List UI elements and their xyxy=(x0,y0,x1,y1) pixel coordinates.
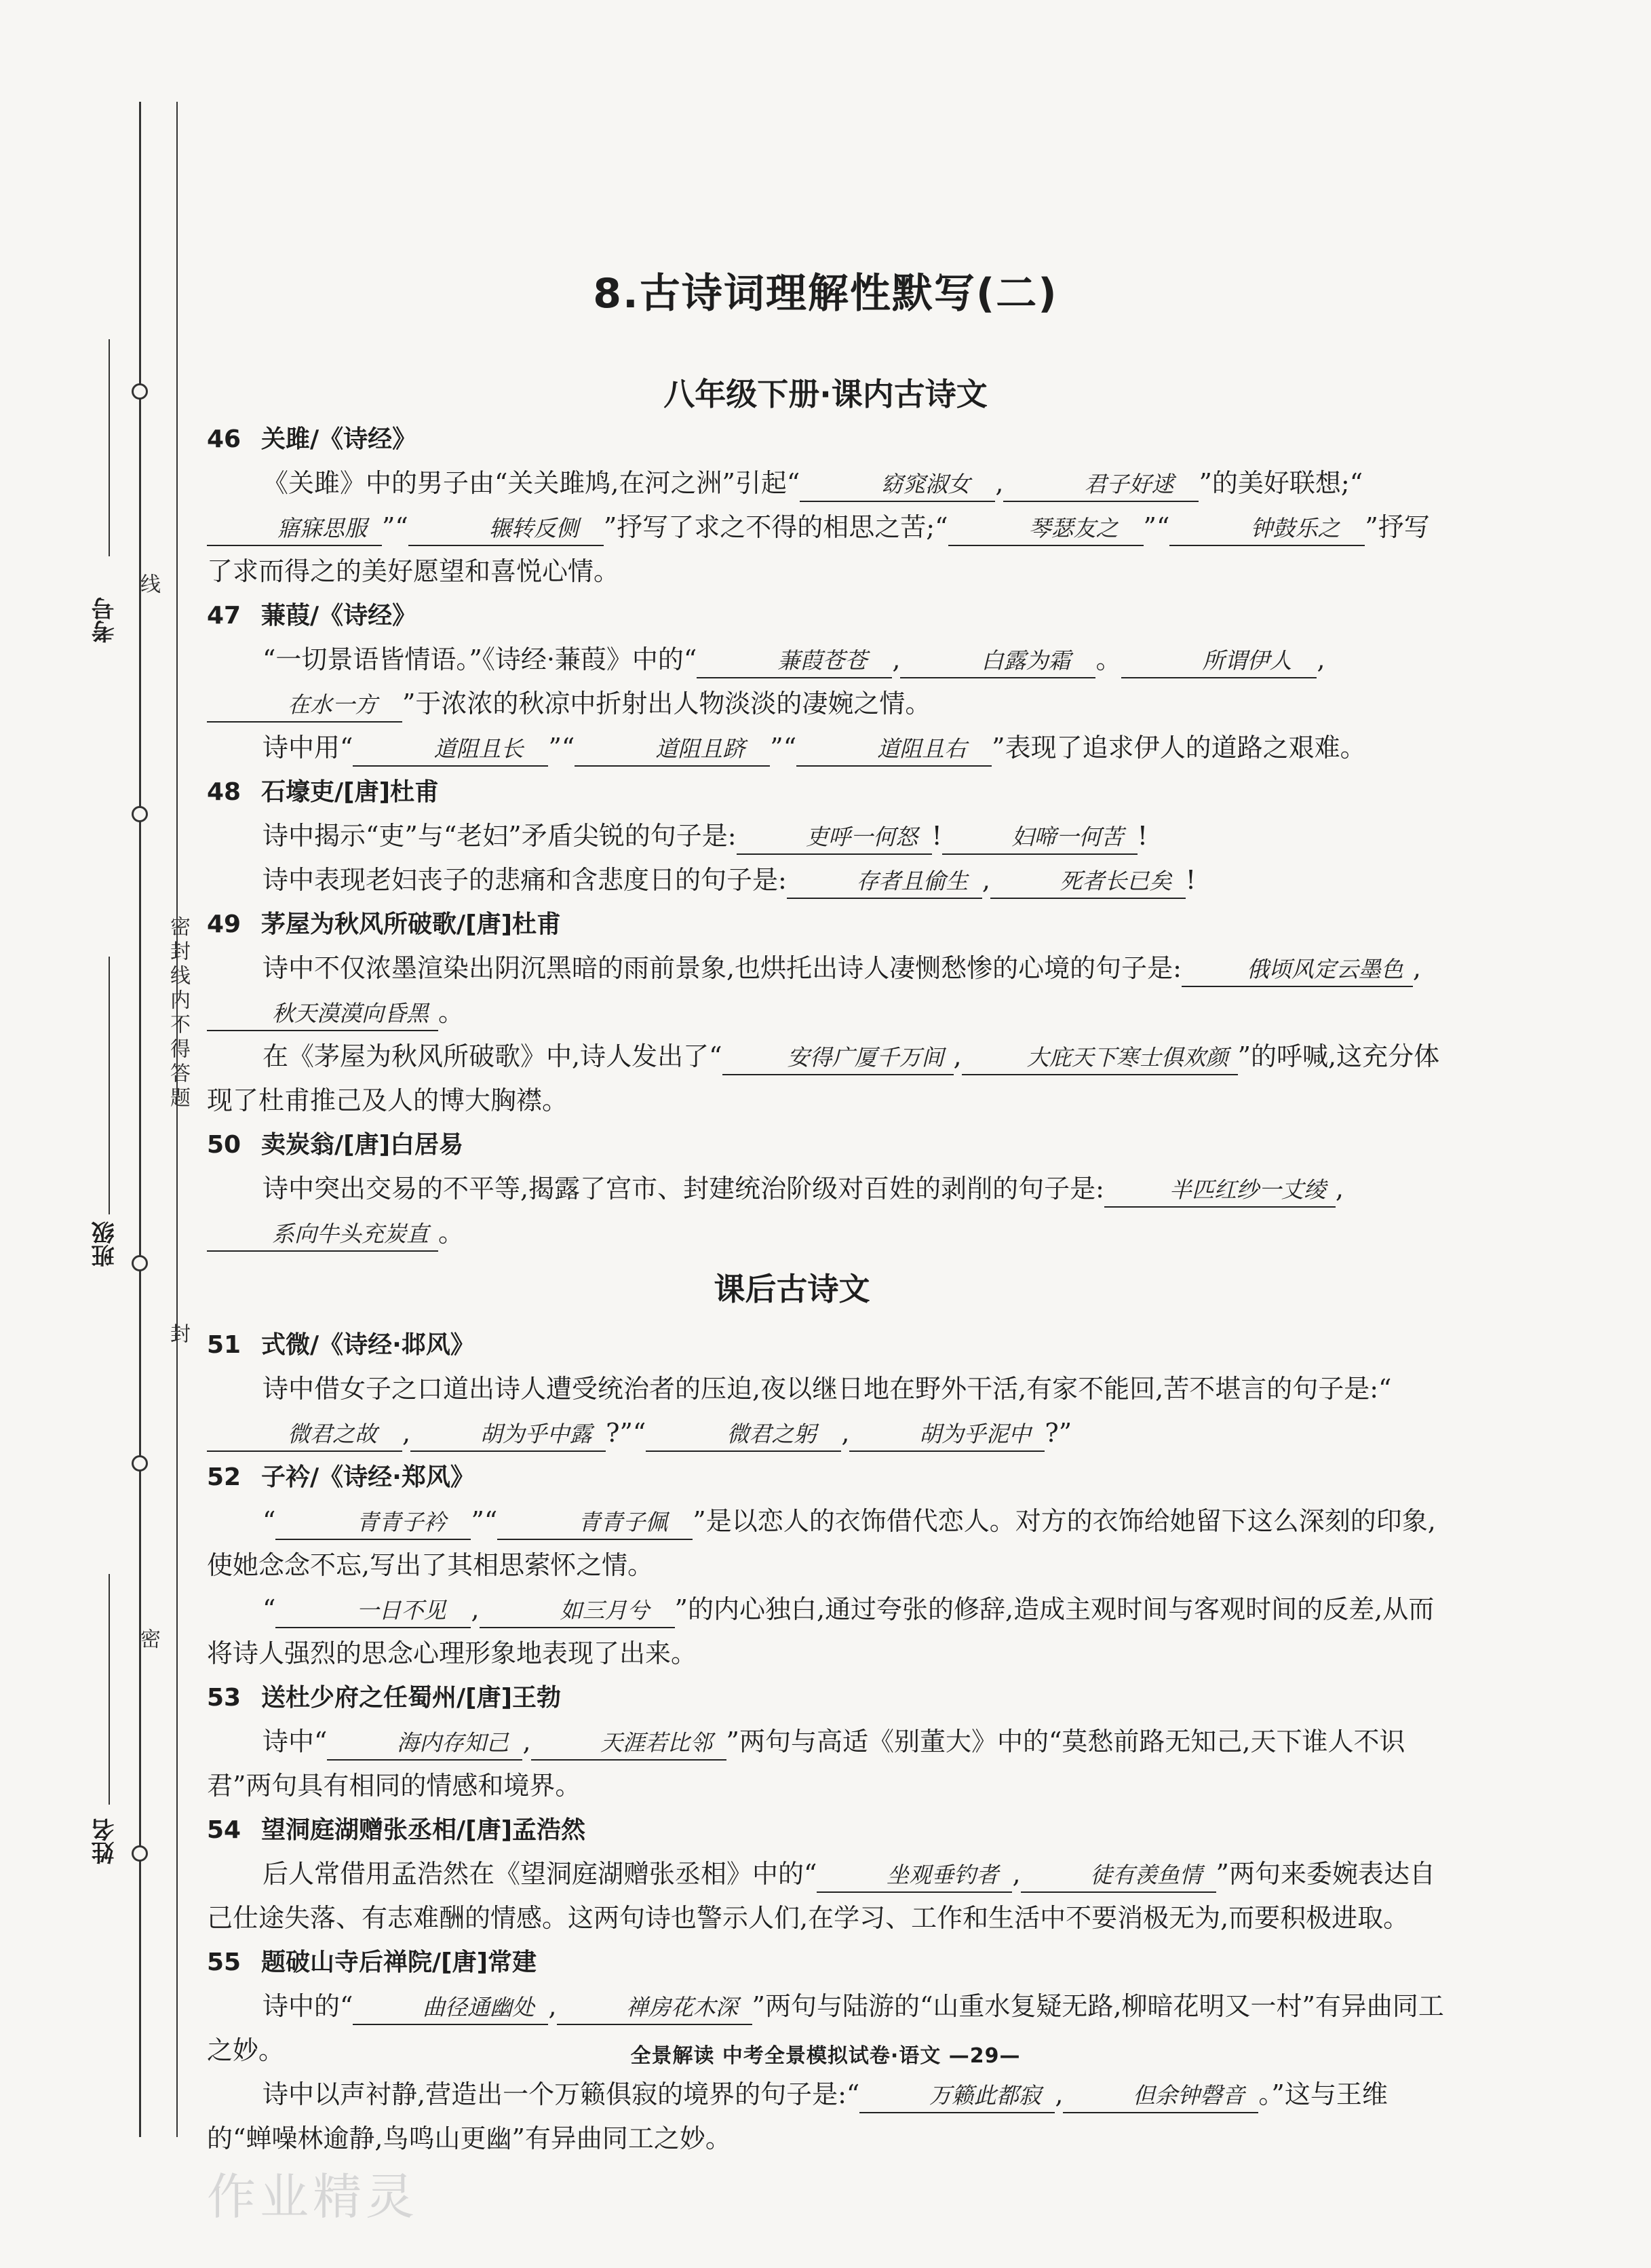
answer-blank[interactable]: 琴瑟友之 xyxy=(948,512,1144,546)
answer-blank[interactable]: 但余钟磬音 xyxy=(1063,2079,1258,2113)
question-text: 《关雎》中的男子由“关关雎鸠,在河之洲”引起“ 窈窕淑女 , 君子好逑 ”的美好联想;“寤寐思服 ”“ 辗转反侧 ”抒写了求之不得的相思之苦;“ 琴瑟友之 ”“ 钟鼓乐之 ”抒写了求而得之的美好愿望和喜悦心情。 xyxy=(207,468,1430,586)
answer-blank[interactable]: 胡为乎泥中 xyxy=(849,1418,1045,1452)
answer-blank[interactable]: 万籁此都寂 xyxy=(859,2079,1055,2113)
question-text: 诗中借女子之口道出诗人遭受统治者的压迫,夜以继日地在野外干活,有家不能回,苦不堪言的句子是:“微君之故 , 胡为乎中露 ?”“ 微君之躬 , 胡为乎泥中 ?” xyxy=(207,1367,1445,1455)
kaohao-label: 考号 xyxy=(92,597,119,643)
question-heading: 54 望洞庭湖赠张丞相/[唐]孟浩然 xyxy=(207,1816,586,1844)
section-heading-2: 课后古诗文 xyxy=(714,1271,870,1307)
question-text: 诗中揭示“吏”与“老妇”矛盾尖锐的句子是: 吏呼一何怒 ! 妇啼一何苦 ! xyxy=(207,814,1445,858)
xian-label: 线 xyxy=(136,573,160,598)
answer-blank[interactable]: 海内存知己 xyxy=(327,1727,522,1761)
xingming-label: 姓名 xyxy=(92,1818,119,1864)
binding-hole xyxy=(132,1845,148,1862)
answer-blank[interactable]: 半匹红纱一丈绫 xyxy=(1104,1174,1336,1208)
question-text: “一切景语皆情语。”《诗经·蒹葭》中的“ 蒹葭苍苍 , 白露为霜 。 所谓伊人 ,在水一方 ”于浓浓的秋凉中折射出人物淡淡的凄婉之情。 xyxy=(207,638,1445,726)
question-text: 诗中表现老妇丧子的悲痛和含悲度日的句子是: 存者且偷生 , 死者长已矣 ! xyxy=(207,858,1445,902)
answer-blank[interactable]: 在水一方 xyxy=(207,689,402,723)
page-title: 8.古诗词理解性默写(二) xyxy=(593,270,1058,318)
answer-blank[interactable]: 微君之躬 xyxy=(646,1418,841,1452)
question-text: 诗中的“ 曲径通幽处 , 禅房花木深 ”两句与陆游的“山重水复疑无路,柳暗花明又一村”有异曲同工之妙。 xyxy=(207,1991,1444,2065)
answer-blank[interactable]: 徒有羡鱼情 xyxy=(1021,1859,1216,1893)
page-footer: 全景解读 中考全景模拟试卷·语文 —29— xyxy=(630,2044,1021,2068)
xingming-blank xyxy=(109,1574,110,1805)
answer-blank[interactable]: 白露为霜 xyxy=(900,645,1095,678)
answer-blank[interactable]: 大庇天下寒士俱欢颜 xyxy=(962,1041,1238,1075)
answer-blank[interactable]: 青青子佩 xyxy=(497,1506,693,1540)
answer-blank[interactable]: 微君之故 xyxy=(207,1418,402,1452)
binding-hole xyxy=(132,1455,148,1472)
binding-hole xyxy=(132,1255,148,1271)
answer-blank[interactable]: 存者且偷生 xyxy=(787,865,982,899)
answer-blank[interactable]: 禅房花木深 xyxy=(557,1991,752,2025)
question-heading: 49 茅屋为秋风所破歌/[唐]杜甫 xyxy=(207,910,562,938)
answer-blank[interactable]: 系向牛头充炭直 xyxy=(207,1218,438,1252)
answer-blank[interactable]: 道阻且跻 xyxy=(575,733,770,767)
answer-blank[interactable]: 俄顷风定云墨色 xyxy=(1182,953,1413,987)
answer-blank[interactable]: 曲径通幽处 xyxy=(353,1991,548,2025)
question-text: 诗中“ 海内存知己 , 天涯若比邻 ”两句与高适《别董大》中的“莫愁前路无知己,天下谁人不识君”两句具有相同的情感和境界。 xyxy=(207,1727,1405,1801)
question-heading: 47 蒹葭/《诗经》 xyxy=(207,602,417,630)
answer-blank[interactable]: 道阻且长 xyxy=(353,733,548,767)
question-text: 在《茅屋为秋风所破歌》中,诗人发出了“ 安得广厦千万间 , 大庇天下寒士俱欢颜 ”的呼喊,这充分体现了杜甫推己及人的博大胸襟。 xyxy=(207,1041,1440,1115)
question-text: “ 青青子衿 ”“ 青青子佩 ”是以恋人的衣饰借代恋人。对方的衣饰给她留下这么深刻的印象,使她念念不忘,写出了其相思萦怀之情。 xyxy=(207,1506,1436,1580)
answer-blank[interactable]: 一日不见 xyxy=(275,1594,471,1628)
binding-hole xyxy=(132,806,148,822)
mi-label: 密 xyxy=(136,1628,160,1653)
feng-label: 封 xyxy=(166,1323,190,1347)
answer-blank[interactable]: 君子好逑 xyxy=(1003,468,1199,502)
answer-blank[interactable]: 吏呼一何怒 xyxy=(737,821,932,855)
question-heading: 48 石壕吏/[唐]杜甫 xyxy=(207,778,440,806)
question-heading: 46 关雎/《诗经》 xyxy=(207,425,417,453)
question-text: 诗中不仅浓墨渲染出阴沉黑暗的雨前景象,也烘托出诗人凄恻愁惨的心境的句子是: 俄顷风定云墨色 ,秋天漠漠向昏黑 。 xyxy=(207,946,1445,1035)
question-heading: 50 卖炭翁/[唐]白居易 xyxy=(207,1131,464,1159)
answer-blank[interactable]: 胡为乎中露 xyxy=(410,1418,606,1452)
question-list xyxy=(207,417,1445,2161)
question-heading: 53 送杜少府之任蜀州/[唐]王勃 xyxy=(207,1684,562,1712)
answer-blank[interactable]: 秋天漠漠向昏黑 xyxy=(207,997,438,1031)
answer-blank[interactable]: 道阻且右 xyxy=(796,733,992,767)
answer-blank[interactable]: 青青子衿 xyxy=(275,1506,471,1540)
question-text: “ 一日不见 , 如三月兮 ”的内心独白,通过夸张的修辞,造成主观时间与客观时间的反差,从而将诗人强烈的思念心理形象地表现了出来。 xyxy=(207,1594,1435,1668)
question-heading: 51 式微/《诗经·邶风》 xyxy=(207,1331,475,1359)
answer-blank[interactable]: 寤寐思服 xyxy=(207,512,382,546)
answer-blank[interactable]: 如三月兮 xyxy=(480,1594,675,1628)
answer-blank[interactable]: 钟鼓乐之 xyxy=(1169,512,1365,546)
question-text: 诗中以声衬静,营造出一个万籁俱寂的境界的句子是:“ 万籁此都寂 , 但余钟磬音 。”这与王维的“蝉噪林逾静,鸟鸣山更幽”有异曲同工之妙。 xyxy=(207,2079,1388,2153)
question-heading: 52 子衿/《诗经·郑风》 xyxy=(207,1463,475,1491)
answer-blank[interactable]: 窈窕淑女 xyxy=(800,468,995,502)
answer-blank[interactable]: 天涯若比邻 xyxy=(531,1727,726,1761)
banji-label: 班级 xyxy=(92,1221,119,1267)
answer-blank[interactable]: 辗转反侧 xyxy=(408,512,604,546)
question-heading: 55 题破山寺后禅院/[唐]常建 xyxy=(207,1948,537,1976)
seal-warning: 密封线内不得答题 xyxy=(166,916,190,1111)
answer-blank[interactable]: 安得广厦千万间 xyxy=(722,1041,954,1075)
banji-blank xyxy=(109,957,110,1214)
question-text: 后人常借用孟浩然在《望洞庭湖赠张丞相》中的“ 坐观垂钓者 , 徒有羡鱼情 ”两句来委婉表达自己仕途失落、有志难酬的情感。这两句诗也警示人们,在学习、工作和生活中不要消极无为,而要积极进取。 xyxy=(207,1859,1435,1933)
answer-blank[interactable]: 所谓伊人 xyxy=(1121,645,1317,678)
answer-blank[interactable]: 妇啼一何苦 xyxy=(942,821,1138,855)
question-text: 诗中突出交易的不平等,揭露了宫市、封建统治阶级对百姓的剥削的句子是: 半匹红纱一丈绫 ,系向牛头充炭直 。 xyxy=(207,1167,1445,1255)
watermark: 作业精灵 xyxy=(207,2168,419,2225)
answer-blank[interactable]: 蒹葭苍苍 xyxy=(697,645,892,678)
answer-blank[interactable]: 死者长已矣 xyxy=(990,865,1186,899)
section-heading-1: 八年级下册·课内古诗文 xyxy=(663,376,988,412)
answer-blank[interactable]: 坐观垂钓者 xyxy=(817,1859,1012,1893)
question-text: 诗中用“ 道阻且长 ”“ 道阻且跻 ”“ 道阻且右 ”表现了追求伊人的道路之艰难。 xyxy=(207,726,1445,770)
